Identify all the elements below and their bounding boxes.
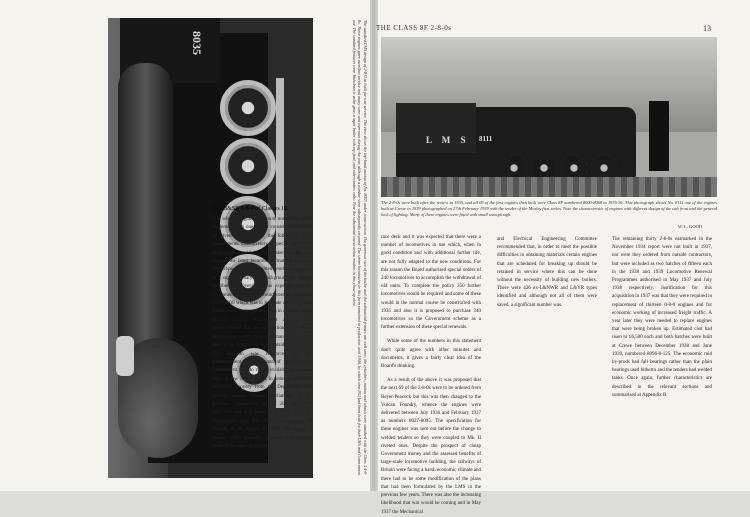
paragraph: As a result of the above it was proposed that the next 69 of the 2-8-0s were to be ordered from Beyer-Peacock but this was then changed to the Vulcan Foundry, whence the engines were delivered between July 1936 and February 1937 as numbers 8027-8095. The specification for these engines was sent out before the change to welded tenders so they were coupled to Mk. II riveted ones. Despite the prospect of cheap Government money and the assessed benefits of large-scale locomotive building, the railways of Britain were facing a harsh economic climate and there had to be some modification of the plans that had been formulated by the LMS in the previous few years. There was also the increasing likelihood that war would be coming and in May 1937 the Mechanical xyxy=(381,378,481,515)
livery-lettering: L M S xyxy=(426,135,470,145)
locomotive-number: 8035 xyxy=(190,31,204,55)
locomotive-8111-photo xyxy=(381,37,717,197)
text-column-1 xyxy=(381,234,481,515)
locomotive-tender xyxy=(396,103,476,153)
running-head: THE CLASS 8F 2-8-0s xyxy=(376,24,452,32)
locomotive-chimney xyxy=(649,101,669,171)
track-ballast xyxy=(381,177,717,197)
photo-credit: W. L. GOOD xyxy=(678,224,703,229)
paragraph: While some of the numbers in this statement don't quite agree with other minutes and documents, it gives a fairly clear idea of the Board's thinking. xyxy=(381,339,481,370)
paragraph: The remaining thirty 2-8-0s earmarked in the November 1934 report were not built in 1937, nor were they ordered from outside contractors, but were included as two batches of fifteen each in the 1938 and 1939 Locomotive Renewal Programmes authorised in May 1937 and July 1938 respectively. Justification for this acquisition in 1937 was that they were required in replacement of thirteen 0-8-0 engines and for economic working of increased freight traffic. A year later they were needed to replace engines that were being broken up. Estimated cost had risen to £6,500 each and both batches were built at Crewe between December 1938 and June 1939, numbered 8096-8-125. The economic mid by-prods had fall bearings rather than the plain bearings used hitherto and the tenders had welded tanks. Once again, further characteristics are described in the relevant sections and summarised at Appendix B. xyxy=(612,237,712,398)
locomotive-number: 8111 xyxy=(479,135,493,143)
paragraph: race deck and it was expected that there were a number of locomotives in use which, when in good condition and with additional further life, are not fully adapted to the new conditions. For this reason the Board authorised special orders of 240 locomotives to accomplish the withdrawal of old units. To complete the policy 350 further locomotives would be required and some of these would in the normal course be constructed with 1935 and also it is proposed to purchase 340 locomotives so the Government scheme as a further extension of these special renewals. xyxy=(381,235,481,331)
book-gutter xyxy=(370,0,378,491)
paragraph: and Electrical Engineering Committee recommended that, in order to meet the possible difficulties in obtaining materials certain engines that are scheduled for breaking up should be retained in service where this can be done without the necessity of building new boilers. There were 426 ex-L&NWR and L&YR types identified and although not all of them were saved, a significant number was. xyxy=(497,237,597,308)
right-photo-caption: The 2-8-0s were built after the review in 1935, and all 69 of the first engines then built were Class 8F numbered 8000-8068 in 1935-36. This photograph shows No. 8111 one of the engines built at Crewe in 1939 photographed on 27th February 1939 with the tender of the Mosley first series. Note the characteristic of engines with different design of the cab front and the general lack of lighting. Many of these engines were fitted with small snowplough. xyxy=(381,200,717,217)
left-body-text: The whole programme would not going to be implemented in one go but consideration would be given each year to the following year's requirements. Concurrently, a special 'speed-test' programme would be undertaken taking into account the latest locomotive financial position. The proposals then submitted would be regarded as a supplementary and background for special distributions. Overall it was expected that the investment programme would cost an estimated £3,876,000 which was to be made as a long term alternative. The programme was in addition to the normal renewal requirement and it was acknowledged that the acquisition of so many locomotives would mean that many lines would need to be summoned from outside contractors. The decision was reinforced by the announcement in the autumn of 1935 that the Government was to make available guaranteed loans at low interest rates in order to stimulate industrial recovery from the Depression. The scheme passed through Parliament as the Railways (Agreement) Act of 20th December 1935 and was anticipated in October when the Government had this. As a consequence of changes in the nature of traffic, the speed of railway traffic generally, a review was recently made of the capacity of the xyxy=(212,217,312,449)
text-column-3 xyxy=(612,236,712,486)
text-column-2 xyxy=(497,236,597,486)
left-column-text xyxy=(212,206,312,486)
page-number: 13 xyxy=(703,24,711,33)
left-caption-text: The standard LMS design of 2-8-0 as built for war service. The view shows the left-hand motion of No. 8035 under construction. The generous size of the boiler and the substantial frames are well seen; the cylinders, motion and wheels were standard with the Class 5 4-6-0s. These engines gave excellent service and many were sent overseas during the war, although a number were subsequently returned. The steam locomotive in this form remained in production until 1946, by which time 852 had been built for both LMS and Government use. The standard features were Walschaerts valve gear, a taper boiler with top feed, and side-window cabs. Note the substantial construction evident in this close-up view. xyxy=(351,20,368,475)
section-heading: 27 LB&SR 0-8-0 of Classes 10 xyxy=(212,206,288,212)
buffer xyxy=(116,336,134,376)
left-photo-caption xyxy=(318,20,368,475)
driving-wheel xyxy=(220,138,276,194)
driving-wheel xyxy=(220,80,276,136)
